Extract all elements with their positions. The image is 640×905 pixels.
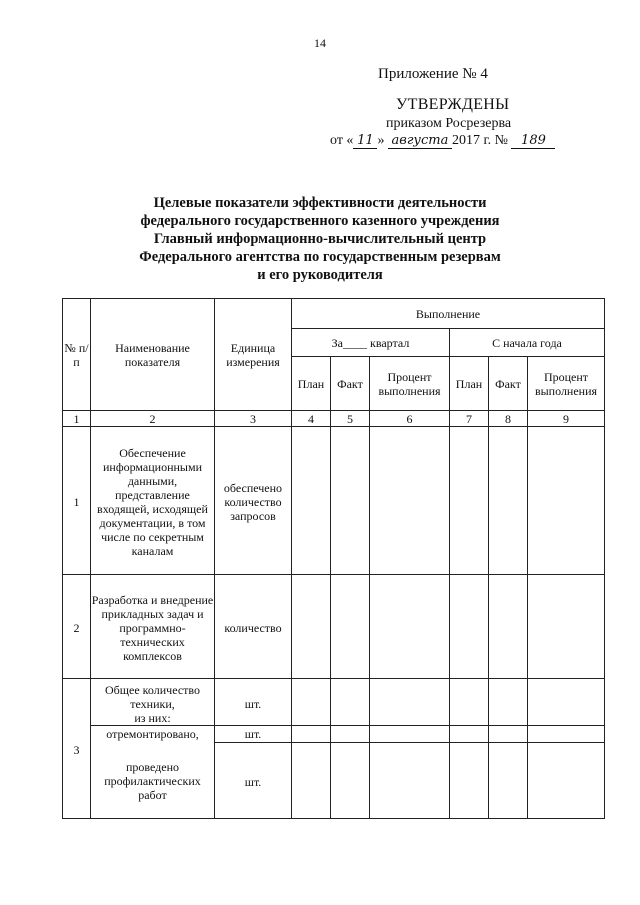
- empty-cell: [292, 679, 331, 726]
- empty-cell: [450, 726, 489, 743]
- row-number: 1: [63, 427, 91, 575]
- empty-cell: [292, 743, 331, 819]
- header-fact-quarter: Факт: [331, 357, 370, 411]
- header-plan-year: План: [450, 357, 489, 411]
- table-row: [63, 679, 605, 726]
- header-percent-year: Процент выполнения: [528, 357, 605, 411]
- title-line: и его руководителя: [257, 267, 383, 283]
- empty-cell: [370, 726, 450, 743]
- table-subrow: [63, 726, 605, 743]
- empty-cell: [528, 575, 605, 679]
- empty-cell: [292, 726, 331, 743]
- order-date-line: [330, 133, 555, 149]
- empty-cell: [450, 679, 489, 726]
- document-title: [60, 194, 580, 284]
- row-indicator-name: Обеспечение информационными данными, представление входящей, исходящей документации, в том числе по секретным каналам: [91, 427, 215, 575]
- indicator-sub: из них:: [134, 710, 171, 725]
- table-row: [63, 427, 605, 575]
- row-unit: шт.: [215, 679, 292, 726]
- row-indicator-name: Разработка и внедрение прикладных задач и программно-технических комплексов: [91, 575, 215, 679]
- empty-cell: [370, 743, 450, 819]
- empty-cell: [370, 575, 450, 679]
- empty-cell: [528, 726, 605, 743]
- column-number: 8: [489, 411, 528, 427]
- empty-cell: [331, 679, 370, 726]
- empty-cell: [528, 679, 605, 726]
- empty-cell: [489, 679, 528, 726]
- empty-cell: [489, 427, 528, 575]
- column-number: 1: [63, 411, 91, 427]
- date-mid: »: [377, 133, 385, 148]
- empty-cell: [528, 743, 605, 819]
- row-unit: количество: [215, 575, 292, 679]
- table-row: [63, 575, 605, 679]
- empty-cell: [489, 575, 528, 679]
- column-number: 7: [450, 411, 489, 427]
- row-indicator-name: отремонтировано,: [91, 726, 215, 743]
- title-line: Главный информационно-вычислительный центр: [153, 231, 487, 247]
- empty-cell: [331, 575, 370, 679]
- header-quarter: За____ квартал: [292, 329, 450, 357]
- empty-cell: [331, 743, 370, 819]
- empty-cell: [331, 726, 370, 743]
- empty-cell: [292, 427, 331, 575]
- header-name: Наименование показателя: [91, 299, 215, 411]
- title-line: Федерального агентства по государственным резервам: [139, 249, 501, 265]
- empty-cell: [370, 679, 450, 726]
- page-number: 14: [314, 36, 326, 50]
- column-number: 9: [528, 411, 605, 427]
- empty-cell: [450, 575, 489, 679]
- column-number: 4: [292, 411, 331, 427]
- column-number: 5: [331, 411, 370, 427]
- indicator-main: Общее количество техники,: [105, 682, 200, 711]
- header-plan-quarter: План: [292, 357, 331, 411]
- title-line: Целевые показатели эффективности деятельности: [153, 195, 487, 211]
- row-indicator-name: [91, 679, 215, 726]
- indicators-table: [62, 298, 605, 819]
- annex-label: Приложение № 4: [378, 66, 488, 82]
- row-unit: обеспечено количество запросов: [215, 427, 292, 575]
- handwritten-month: августа: [388, 133, 452, 149]
- empty-cell: [450, 743, 489, 819]
- empty-cell: [370, 427, 450, 575]
- empty-cell: [528, 427, 605, 575]
- row-unit: шт.: [215, 743, 292, 819]
- empty-cell: [292, 575, 331, 679]
- column-number: 3: [215, 411, 292, 427]
- header-percent-quarter: Процент выполнения: [370, 357, 450, 411]
- handwritten-order-number: 189: [511, 133, 555, 149]
- date-prefix: от «: [330, 133, 354, 148]
- header-fact-year: Факт: [489, 357, 528, 411]
- header-num: № п/п: [63, 299, 91, 411]
- empty-cell: [489, 726, 528, 743]
- header-execution: Выполнение: [292, 299, 605, 329]
- empty-cell: [450, 427, 489, 575]
- row-unit: шт.: [215, 726, 292, 743]
- date-year: 2017 г. №: [451, 133, 508, 148]
- title-line: федерального государственного казенного учреждения: [140, 213, 500, 229]
- handwritten-day: 11: [353, 133, 377, 149]
- table-subrow: [63, 743, 605, 819]
- empty-cell: [489, 743, 528, 819]
- header-year-start: С начала года: [450, 329, 605, 357]
- column-number: 2: [91, 411, 215, 427]
- row-indicator-name: проведено профилактических работ: [91, 743, 215, 819]
- row-number: 2: [63, 575, 91, 679]
- approved-heading: УТВЕРЖДЕНЫ: [396, 96, 510, 113]
- row-number: 3: [63, 679, 91, 819]
- empty-cell: [331, 427, 370, 575]
- column-number: 6: [370, 411, 450, 427]
- order-reference: приказом Росрезерва: [386, 116, 512, 131]
- header-unit: Единица измерения: [215, 299, 292, 411]
